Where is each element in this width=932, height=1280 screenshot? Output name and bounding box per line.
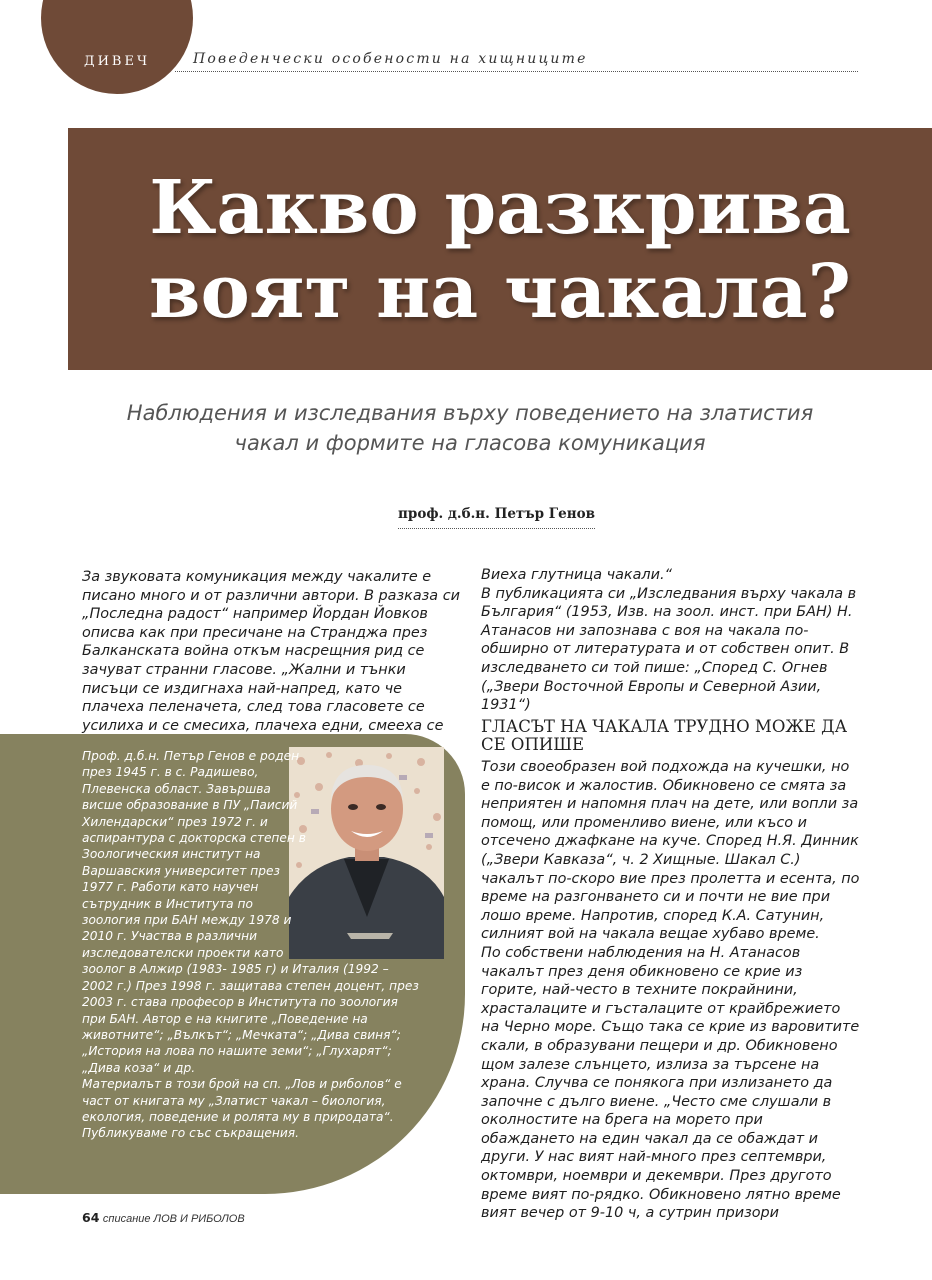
right-column-bottom [481,758,861,1223]
page-footer [82,1210,245,1225]
subtitle-line-1: Наблюдения и изследвания върху поведението на златистия [126,401,814,425]
paragraph: Този своеобразен вой подхожда на кучешки, но е по-висок и жалостив. Обикновено се смята за неприятен и напомня плач на дете, или вопли за помощ, или променливо виене, или късо и отсечено джафкане на куче. Според Н.Я. Динник („Звери Кавказа“, ч. 2 Хищные. Шакал С.) чакалът по-скоро вие през пролетта и есента, по време на разгонването си и почти не вие при лошо време. Напротив, според К.А. Сатунин, силният вой на чакала вещае хубаво време. [481,759,860,943]
page-number: 64 [82,1210,100,1225]
article-subtitle [90,398,850,458]
bio-paragraph: Материалът в този брой на сп. „Лов и риболов“ е част от книгата му „Златист чакал – биология, екология, поведение и ролята му в природата“. Публикуваме го със съкращения. [82,1077,402,1141]
author-byline: проф. д.б.н. Петър Генов [398,506,595,529]
header-corner-circle [41,0,193,94]
title-line-2: воят на чакала? [149,249,851,335]
article-title [68,166,932,334]
subtitle-line-2: чакал и формите на гласова комуникация [234,431,706,455]
paragraph: В публикацията си „Изследвания върху чакала в България“ (1953, Изв. на зоол. инст. при БАН) Н. Атанасов ни запознава с воя на чакала по-обширно от литературата и от собствен опит. В изследването си той пише: „Според С. Огнев („Звери Восточной Европы и Северной Азии, 1931“) [481,585,857,714]
right-column-top [481,566,861,715]
paragraph: Виеха глутница чакали.“ [481,567,673,583]
running-head: Поведенчески особености на хищниците [193,51,588,67]
paragraph: За звуковата комуникация между чакалите е писано много и от различни автори. В разказа си „Последна радост“ например Йордан Йовков описва как при пресичане на Странджа през Балканската война откъм насрещния рид се зачуват странни гласове. „Жални и тънки писъци се издигнаха най-напред, като че плачеха пеленачета, след това гласовете се усилиха и се смесиха, плачеха едни, смееха се [82,569,460,734]
author-bio-text [82,748,422,1142]
section-tag: ДИВЕЧ [84,54,150,69]
title-band [68,128,932,370]
magazine-name: списание ЛОВ И РИБОЛОВ [102,1213,245,1225]
photo-spacer [310,748,428,959]
bio-paragraph-text: Проф. д.б.н. Петър Генов е роден през 1945 г. в с. Радишево, Плевенска област. Завършва висше образование в ПУ „Паисий Хилендарски“ през 1972 г. и аспирантура с докторска степен в Зоологическия институт на Варшавския университет през 1977 г. Работи като научен сътрудник в Института по зоология при БАН между 1978 и 2010 г. Участва в различни изследователски проекти като зоолог в Алжир (1983- 1985 г) и Италия (1992 – 2002 г.) През 1998 г. защитава степен доцент, през 2003 г. става професор в Института по зоология при БАН. Автор е на книгите „Поведение на животните“; „Вълкът“; „Мечката“; „Дива свиня“; „История на лова по нашите земи“; „Глухарят“; „Дива коза“ и др. [82,749,419,1075]
title-line-1: Какво разкрива [149,165,851,251]
paragraph: По собствени наблюдения на Н. Атанасов чакалът през деня обикновено се крие из горите, най-често в техните покрайнини, храсталаците и гъсталаците от крайбрежието на Черно море. Също така се крие из варовитите скали, в образувани пещери и др. Обикновено щом залезе слънцето, излиза за търсене на храна. Случва се понякога при излизането да започне с дълго виене. „Често сме слушали в околностите на брега на морето при обаждането на един чакал да се обаждат и други. У нас вият най-много през септември, октомври, ноември и декември. През другото време вият по-рядко. Обикновено лятно време вият вечер от 9-10 ч, а сутрин призори [481,944,860,1222]
header-divider [175,71,858,72]
section-heading: ГЛАСЪТ НА ЧАКАЛА ТРУДНО МОЖЕ ДА СЕ ОПИШЕ [481,717,848,754]
left-column [82,568,462,754]
